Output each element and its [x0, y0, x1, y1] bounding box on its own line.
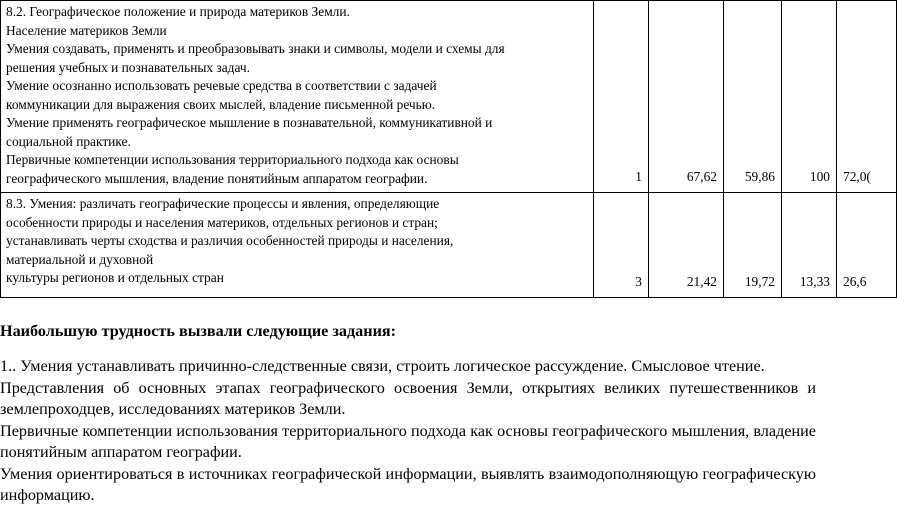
description-line: особенности природы и населения материков, отдельных регионов и стран; — [6, 214, 438, 230]
task-description-cell — [1, 1, 594, 193]
description-line: Умения создавать, применять и преобразовывать знаки и символы, модели и схемы для — [6, 41, 505, 56]
paragraph-line: Умения ориентироваться в источниках географической информации, выявлять взаимодополняющую географическую — [0, 464, 816, 483]
description-line: Умение осознанно использовать речевые средства в соответствии с задачей — [6, 78, 437, 93]
value-cell: 3 — [594, 193, 649, 298]
description-line: коммуникации для выражения своих мыслей, владение письменной речью. — [6, 96, 436, 112]
paragraph-line: информацию. — [0, 486, 95, 504]
description-line: устанавливать черты сходства и различия особенностей природы и населения, — [6, 233, 454, 248]
description-line: решения учебных и познавательных задач. — [6, 59, 250, 75]
value-cell: 59,86 — [724, 1, 782, 193]
value-cell: 100 — [782, 1, 837, 193]
description-line: культуры регионов и отдельных стран — [6, 270, 224, 285]
paragraph-line: 1.. Умения устанавливать причинно-следственные связи, строить логическое рассуждение. Смысловое чтение. — [0, 357, 765, 375]
paragraph-line: понятийным аппаратом географии. — [0, 443, 242, 461]
paragraph-line: Первичные компетенции использования территориального подхода как основы географического мышления, владение — [0, 421, 816, 440]
section-heading: Наибольшую трудность вызвали следующие задания: — [0, 322, 397, 340]
paragraph — [0, 356, 816, 507]
paragraph-line: землепроходцев, исследованиях материков Земли. — [0, 400, 346, 418]
table-row — [1, 1, 897, 193]
value-cell: 13,33 — [782, 193, 837, 298]
description-line: 8.3. Умения: различать географические процессы и явления, определяющие — [6, 196, 440, 211]
value-cell: 26,6 — [837, 193, 897, 298]
value-cell: 1 — [594, 1, 649, 193]
description-line: Первичные компетенции использования территориального подхода как основы — [6, 152, 459, 167]
description-line: географического мышления, владение понятийным аппаратом географии. — [6, 170, 428, 186]
description-line: Население материков Земли — [6, 22, 167, 38]
table-row — [1, 193, 897, 298]
description-line: Умение применять географическое мышление в познавательной, коммуникативной и — [6, 115, 493, 130]
description-line: материальной и духовной — [6, 251, 154, 267]
description-line: 8.2. Географическое положение и природа материков Земли. — [6, 4, 350, 19]
paragraph-line: Представления об основных этапах географического освоения Земли, открытиях великих путешественников и — [0, 378, 816, 397]
description-line: социальной практике. — [6, 133, 131, 149]
value-cell: 21,42 — [649, 193, 724, 298]
value-cell: 67,62 — [649, 1, 724, 193]
value-cell: 19,72 — [724, 193, 782, 298]
task-description-cell — [1, 193, 594, 298]
value-cell: 72,0( — [837, 1, 897, 193]
